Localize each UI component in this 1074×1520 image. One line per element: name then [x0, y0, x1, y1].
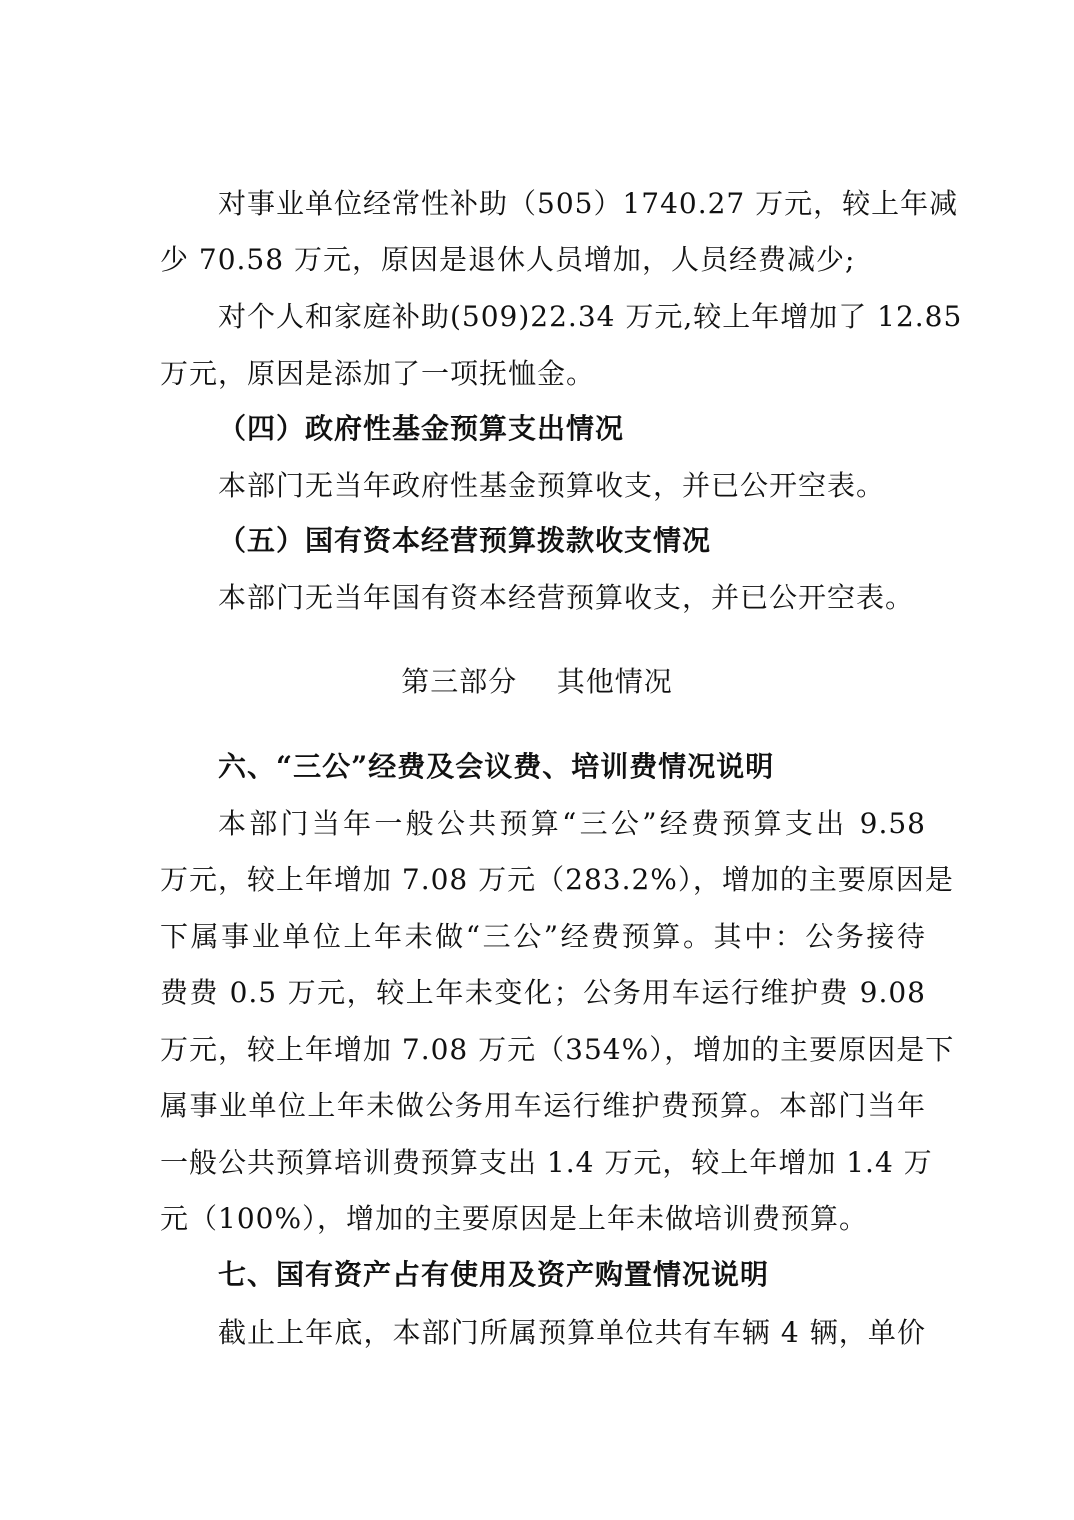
section-heading-state-assets: 七、国有资产占有使用及资产购置情况说明	[218, 1258, 770, 1291]
paragraph-state-capital: 本部门无当年国有资本经营预算收支，并已公开空表。	[218, 581, 915, 614]
paragraph-three-public-line-4: 费费 0.5 万元，较上年未变化；公务用车运行维护费 9.08	[160, 976, 926, 1009]
paragraph-three-public-line-5: 万元，较上年增加 7.08 万元（354%），增加的主要原因是下	[160, 1033, 955, 1066]
paragraph-three-public-line-2: 万元，较上年增加 7.08 万元（283.2%），增加的主要原因是	[160, 863, 954, 896]
paragraph-three-public-line-8: 元（100%），增加的主要原因是上年未做培训费预算。	[160, 1202, 869, 1235]
paragraph-three-public-line-6: 属事业单位上年未做公务用车运行维护费预算。本部门当年	[160, 1089, 926, 1122]
section-heading-state-capital: （五）国有资本经营预算拨款收支情况	[218, 524, 712, 557]
paragraph-subsidy-public-institutions-line-2: 少 70.58 万元，原因是退休人员增加，人员经费减少;	[160, 243, 856, 276]
paragraph-three-public-line-7: 一般公共预算培训费预算支出 1.4 万元，较上年增加 1.4 万	[160, 1146, 933, 1179]
paragraph-government-fund: 本部门无当年政府性基金预算收支，并已公开空表。	[218, 469, 886, 502]
paragraph-subsidy-individuals-line-2: 万元，原因是添加了一项抚恤金。	[160, 357, 596, 390]
part-three-title: 第三部分 其他情况	[401, 665, 673, 698]
paragraph-three-public-line-1: 本部门当年一般公共预算“三公”经费预算支出 9.58	[218, 807, 926, 840]
paragraph-subsidy-individuals-line-1: 对个人和家庭补助(509)22.34 万元,较上年增加了 12.85	[218, 300, 963, 333]
paragraph-three-public-line-3: 下属事业单位上年未做“三公”经费预算。其中：公务接待	[160, 920, 926, 953]
paragraph-state-assets-line-1: 截止上年底，本部门所属预算单位共有车辆 4 辆，单价	[218, 1316, 926, 1349]
paragraph-subsidy-public-institutions-line-1: 对事业单位经常性补助（505）1740.27 万元，较上年减	[218, 187, 959, 220]
section-heading-three-public-expenses: 六、“三公”经费及会议费、培训费情况说明	[218, 750, 775, 783]
section-heading-government-fund: （四）政府性基金预算支出情况	[218, 412, 625, 445]
